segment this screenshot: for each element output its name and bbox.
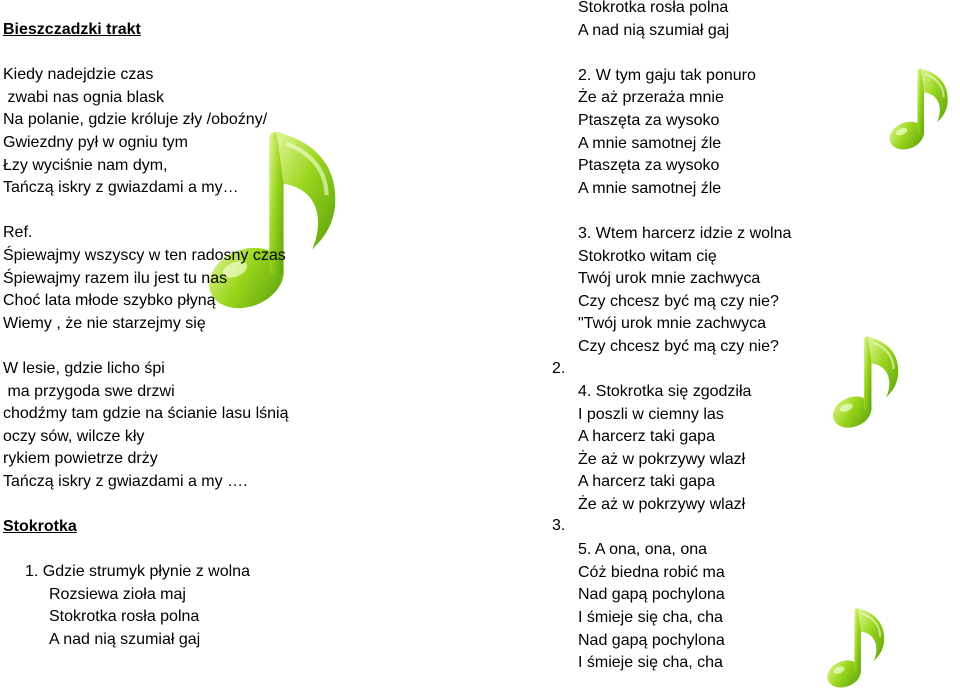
lyric-line: rykiem powietrze drży (3, 450, 158, 468)
lyric-line: Twój urok mnie zachwyca (578, 270, 761, 288)
margin-number: 3. (552, 517, 566, 534)
margin-number: 2. (552, 360, 566, 377)
lyric-line: Rozsiewa zioła maj (49, 585, 186, 603)
lyric-line: Nad gapą pochylona (578, 586, 725, 604)
lyric-line: Wiemy , że nie starzejmy się (3, 314, 206, 332)
right-column (578, 0, 958, 675)
lyric-line: Że aż w pokrzywy wlazł (578, 450, 746, 468)
lyric-line: A nad nią szumiał gaj (578, 21, 730, 39)
lyric-line: Na polanie, gdzie króluje zły /oboźny/ (3, 111, 268, 129)
lyric-line: 2. W tym gaju tak ponuro (578, 66, 756, 84)
lyric-line: Tańczą iskry z gwiazdami a my… (3, 179, 239, 197)
lyric-line: Śpiewajmy razem ilu jest tu nas (3, 269, 228, 287)
song-title: Bieszczadzki trakt (3, 21, 141, 38)
blank-line (578, 200, 958, 223)
lyric-line: Śpiewajmy wszyscy w ten radosny czas (3, 246, 286, 264)
lyric-line: oczy sów, wilcze kły (3, 427, 145, 445)
lyric-line: "Twój urok mnie zachwyca (578, 315, 766, 333)
blank-line (578, 517, 958, 540)
lyric-line: 3. Wtem harcerz idzie z wolna (578, 224, 792, 242)
lyric-line: A nad nią szumiał gaj (49, 631, 201, 649)
blank-line (578, 42, 958, 65)
lyric-line: Że aż przeraża mnie (578, 89, 724, 107)
lyric-line: W lesie, gdzie licho śpi (3, 359, 165, 377)
lyric-line: Choć lata młode szybko płyną (3, 292, 216, 310)
lyric-line: 4. Stokrotka się zgodziła (578, 383, 752, 401)
blank-line (578, 359, 958, 382)
lyric-line: 5. A ona, ona, ona (578, 541, 708, 559)
song-title: Stokrotka (3, 518, 77, 536)
blank-line (3, 42, 563, 65)
lyric-line: A mnie samotnej źle (578, 179, 722, 197)
lyric-line: Nad gapą pochylona (578, 631, 725, 649)
lyric-line: I poszli w ciemny las (578, 405, 724, 423)
lyric-line: Tańczą iskry z gwiazdami a my …. (3, 472, 248, 490)
lyric-line: 1. Gdzie strumyk płynie z wolna (25, 563, 250, 581)
lyric-line: A harcerz taki gapa (578, 428, 715, 446)
blank-line (3, 493, 563, 516)
lyric-line: Czy chcesz być mą czy nie? (578, 337, 779, 355)
lyric-line: zwabi nas ognia blask (3, 88, 164, 106)
lyric-line: Cóż biedna robić ma (578, 563, 725, 581)
lyric-line: Łzy wyciśnie nam dym, (3, 156, 168, 174)
lyric-line: Że aż w pokrzywy wlazł (578, 496, 746, 514)
lyric-line: I śmieje się cha, cha (578, 609, 723, 627)
lyric-line: Ptaszęta za wysoko (578, 157, 720, 175)
blank-line (3, 200, 563, 223)
blank-line (3, 335, 563, 358)
lyric-line: Stokrotka rosła polna (49, 608, 200, 626)
blank-line (3, 539, 563, 562)
lyric-line: Gwiezdny pył w ogniu tym (3, 133, 188, 151)
lyric-line: A mnie samotnej źle (578, 134, 722, 152)
lyric-line: A harcerz taki gapa (578, 473, 715, 491)
lyric-line: Stokrotka rosła polna (578, 0, 729, 16)
lyric-line: chodźmy tam gdzie na ścianie lasu lśnią (3, 405, 289, 423)
lyric-line: Kiedy nadejdzie czas (3, 66, 154, 84)
refrain-label: Ref. (3, 224, 33, 242)
left-column (3, 19, 566, 652)
lyric-line: Ptaszęta za wysoko (578, 111, 720, 129)
lyric-line: Stokrotko witam cię (578, 247, 717, 265)
lyric-line: Czy chcesz być mą czy nie? (578, 292, 779, 310)
lyric-line: I śmieje się cha, cha (578, 654, 723, 672)
lyric-line: ma przygoda swe drzwi (3, 382, 175, 400)
